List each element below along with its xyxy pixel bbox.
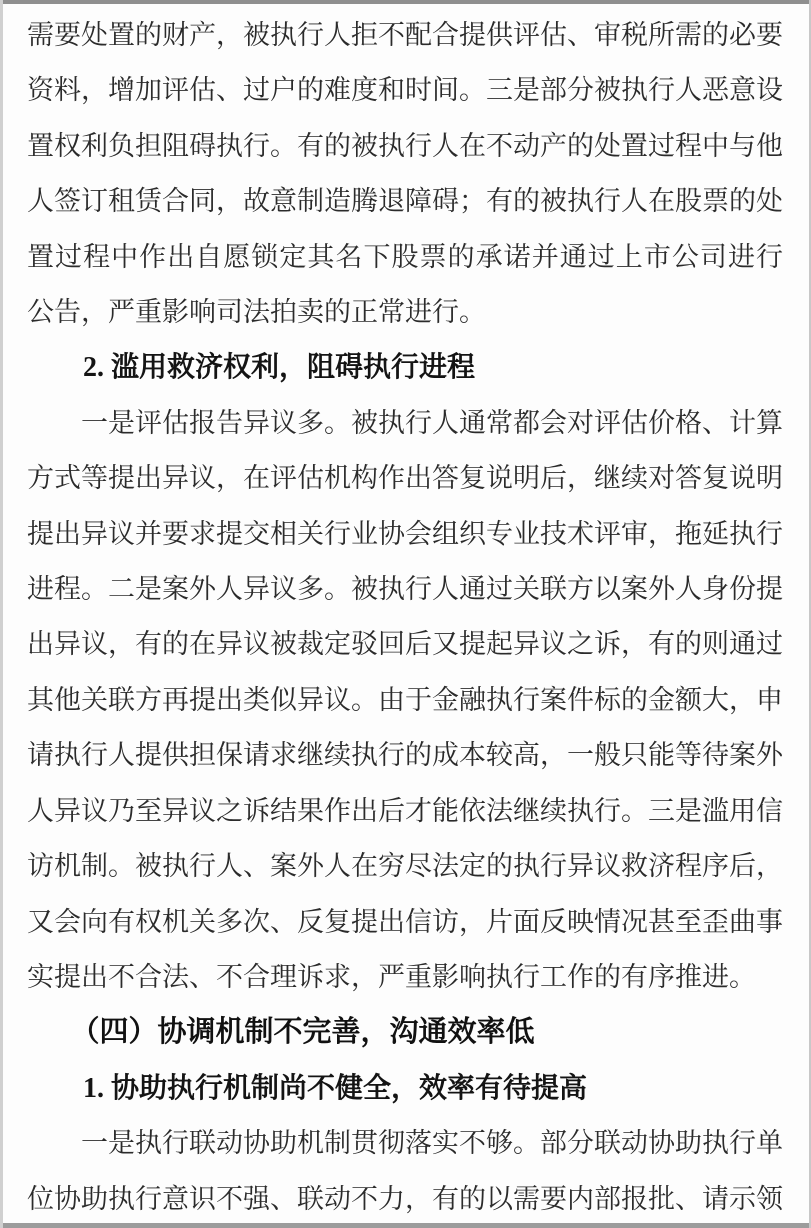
document-line: 资料，增加评估、过户的难度和时间。三是部分被执行人恶意设 (27, 75, 783, 106)
document-line: 置过程中作出自愿锁定其名下股票的承诺并通过上市公司进行 (27, 241, 783, 272)
document-line: 方式等提出异议，在评估机构作出答复说明后，继续对答复说明 (27, 463, 783, 494)
document-line: 置权利负担阻碍执行。有的被执行人在不动产的处置过程中与他 (27, 130, 783, 161)
document-line: 其他关联方再提出类似异议。由于金融执行案件标的金额大，申 (27, 684, 783, 715)
document-line: 一是执行联动协助机制贯彻落实不够。部分联动协助执行单 (81, 1128, 783, 1159)
document-line: 出异议，有的在异议被裁定驳回后又提起异议之诉，有的则通过 (27, 629, 783, 660)
scan-edge-bottom (0, 1223, 811, 1228)
scan-edge-left (0, 0, 3, 1228)
heading-sub-1: 1. 协助执行机制尚不健全，效率有待提高 (83, 1072, 588, 1104)
document-line: 请执行人提供担保请求继续执行的成本较高，一般只能等待案外 (27, 740, 783, 771)
text-block (27, 8, 783, 1227)
heading-sub-2: 2. 滥用救济权利，阻碍执行进程 (83, 352, 476, 384)
document-line: 需要处置的财产，被执行人拒不配合提供评估、审税所需的必要 (27, 20, 783, 50)
document-line: 公告，严重影响司法拍卖的正常进行。 (27, 297, 486, 328)
document-line: 访机制。被执行人、案外人在穷尽法定的执行异议救济程序后， (27, 851, 783, 882)
document-line: 提出异议并要求提交相关行业协会组织专业技术评审，拖延执行 (27, 518, 783, 549)
document-line: 又会向有权机关多次、反复提出信访，片面反映情况甚至歪曲事 (27, 906, 783, 937)
heading-section-4: （四）协调机制不完善，沟通效率低 (70, 1016, 535, 1049)
document-line: 一是评估报告异议多。被执行人通常都会对评估价格、计算 (81, 407, 783, 438)
document-line: 人异议乃至异议之诉结果作出后才能依法继续执行。三是滥用信 (27, 795, 783, 826)
document-line: 进程。二是案外人异议多。被执行人通过关联方以案外人身份提 (27, 574, 783, 605)
document-line: 实提出不合法、不合理诉求，严重影响执行工作的有序推进。 (27, 961, 756, 992)
document-line: 位协助执行意识不强、联动不力，有的以需要内部报批、请示领 (27, 1183, 783, 1214)
document-line: 人签订租赁合同，故意制造腾退障碍；有的被执行人在股票的处 (27, 186, 783, 217)
scan-edge-top (0, 0, 811, 4)
